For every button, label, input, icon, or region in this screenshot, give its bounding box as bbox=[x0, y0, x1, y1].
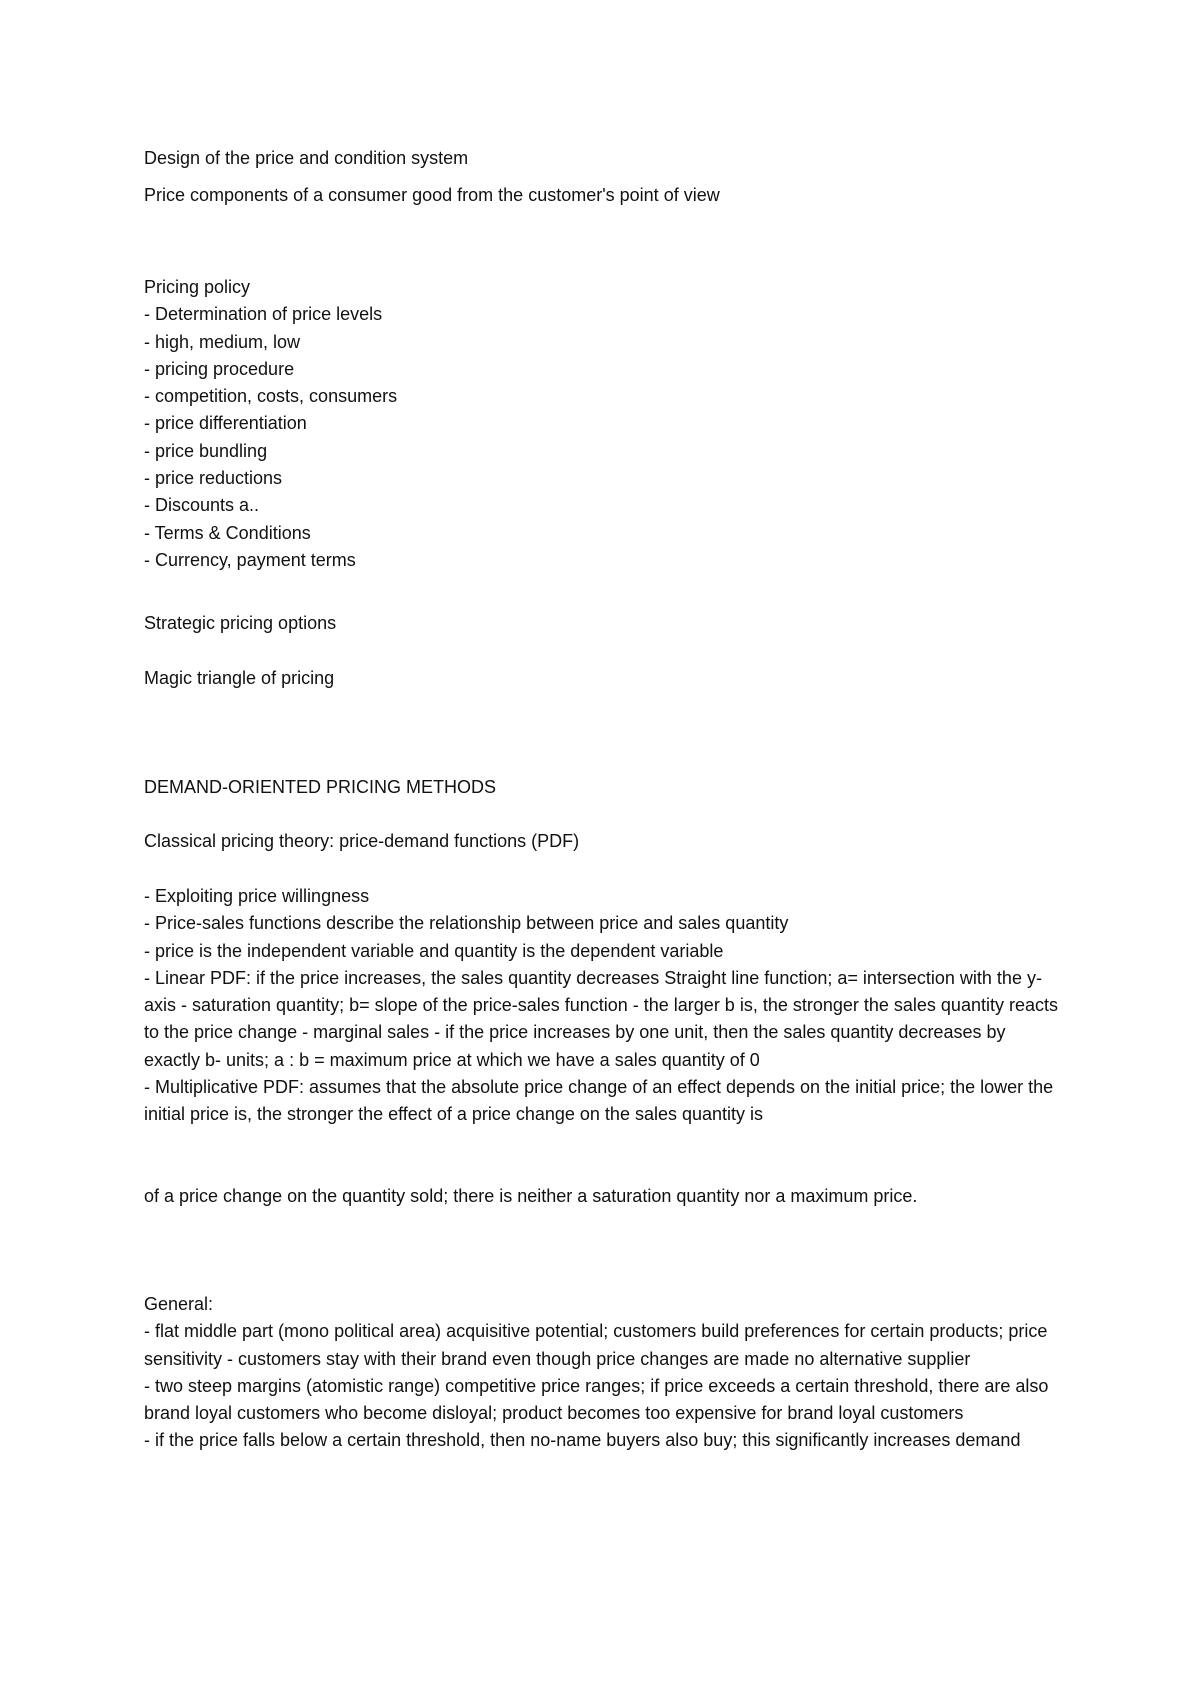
magic-triangle-heading: Magic triangle of pricing bbox=[144, 668, 335, 688]
classical-theory-block bbox=[144, 828, 1064, 855]
pdf-list bbox=[144, 883, 1064, 1129]
list-item: - Terms & Conditions bbox=[144, 522, 311, 543]
magic-triangle-block bbox=[144, 665, 1064, 692]
document-title: Design of the price and condition system bbox=[144, 148, 469, 168]
strategic-options-block bbox=[144, 610, 1064, 637]
list-item: - price reductions bbox=[144, 468, 283, 489]
document-subtitle: Price components of a consumer good from the customer's point of view bbox=[144, 185, 720, 205]
list-item: - Determination of price levels bbox=[144, 304, 383, 325]
classical-theory-heading: Classical pricing theory: price-demand functions (PDF) bbox=[144, 831, 580, 851]
continuation-paragraph: of a price change on the quantity sold; there is neither a saturation quantity nor a maximum price. bbox=[144, 1186, 918, 1206]
demand-heading-block bbox=[144, 774, 1064, 801]
list-item: - Exploiting price willingness bbox=[144, 886, 370, 906]
list-item: - Price-sales functions describe the relationship between price and sales quantity bbox=[144, 913, 789, 934]
list-item: - Linear PDF: if the price increases, the sales quantity decreases Straight line function; a= intersection with the y-axis - saturation quantity; b= slope of the price-sales function - the larger b is, the stronger the sales quantity reacts to the price change - marginal sales - if the price increases by one unit, then the sales quantity decreases by exactly b- units; a : b = maximum price at which we have a sales quantity of 0 bbox=[144, 967, 1063, 1070]
general-heading: General: bbox=[144, 1294, 214, 1314]
list-item: - two steep margins (atomistic range) competitive price ranges; if price exceeds a certain threshold, there are also brand loyal customers who become disloyal; product becomes too expensive for brand loyal customers bbox=[144, 1375, 1054, 1424]
section-heading: DEMAND-ORIENTED PRICING METHODS bbox=[144, 777, 497, 797]
document-subtitle-block bbox=[144, 182, 1064, 209]
list-item: - Multiplicative PDF: assumes that the absolute price change of an effect depends on the initial price; the lower the initial price is, the stronger the effect of a price change on the sales quantity is bbox=[144, 1077, 1059, 1125]
list-item: - pricing procedure bbox=[144, 358, 295, 379]
list-item: - Discounts a.. bbox=[144, 495, 260, 516]
general-section bbox=[144, 1291, 1064, 1455]
strategic-options-heading: Strategic pricing options bbox=[144, 613, 337, 633]
list-item: - flat middle part (mono political area) acquisitive potential; customers build preferences for certain products; price sensitivity - customers stay with their brand even though price changes are made no alternative supplier bbox=[144, 1321, 1053, 1369]
list-item: - price is the independent variable and quantity is the dependent variable bbox=[144, 940, 724, 961]
pricing-policy-section bbox=[144, 274, 1064, 574]
list-item: - high, medium, low bbox=[144, 331, 301, 352]
continuation-block bbox=[144, 1183, 1064, 1210]
list-item: - Currency, payment terms bbox=[144, 549, 356, 570]
document-title-block bbox=[144, 145, 1064, 172]
pricing-policy-heading: Pricing policy bbox=[144, 277, 251, 297]
list-item: - price bundling bbox=[144, 440, 268, 461]
list-item: - competition, costs, consumers bbox=[144, 386, 398, 407]
list-item: - price differentiation bbox=[144, 413, 307, 434]
list-item: - if the price falls below a certain threshold, then no-name buyers also buy; this significantly increases demand bbox=[144, 1430, 1021, 1451]
